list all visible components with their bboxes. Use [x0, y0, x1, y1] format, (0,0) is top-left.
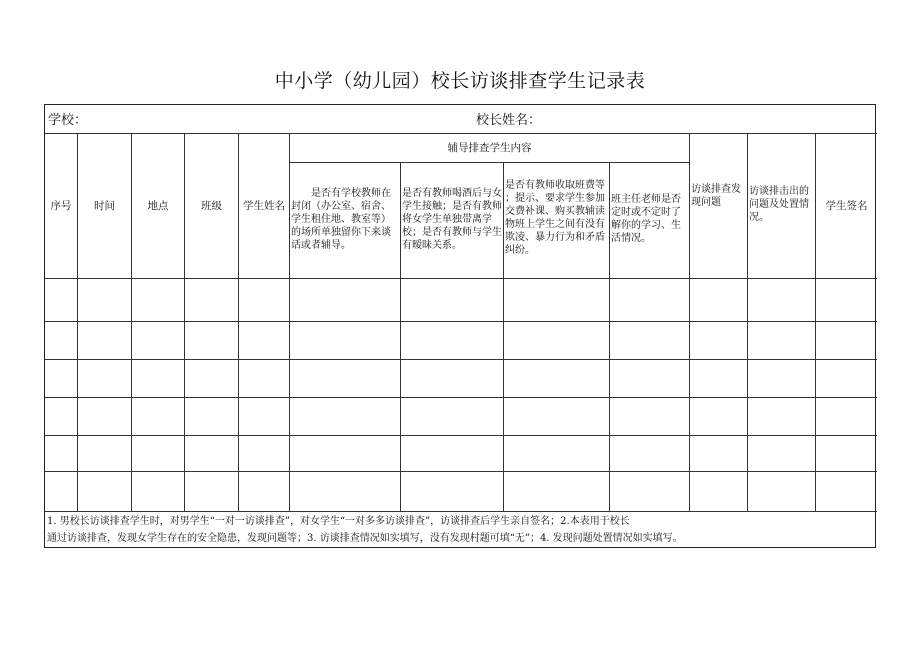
footnote-line-2: 通过访谈排查，发现女学生存在的安全隐患，发现问题等；3. 访谈排查情况如实填写，没有发现村题可填“无”；4. 发现问题处置情况如实填写。	[47, 533, 683, 544]
col-header-q4: 班主任老师是否定时或不定时了解你的学习、生活情况。	[611, 194, 681, 244]
col-header-group: 辅导排查学生内容	[447, 142, 532, 154]
col-header-q2: 是否有教师喝酒后与女学生接触；是否有教师将女学生单独带离学校；是否有教师与学生有暧昧关系。	[402, 188, 502, 251]
col-header-q3: 是否有教师收取班费等 ；提示、要求学生参加交费补课、购买教辅读物班上学生之间有没有欺凌、暴力行为和矛盾纠纷。	[505, 180, 605, 256]
col-line	[184, 133, 185, 511]
col-line	[400, 162, 401, 511]
row-line	[45, 359, 877, 360]
col-header-found: 访谈排查发现问题	[691, 184, 741, 208]
row-line	[45, 471, 877, 472]
record-table	[44, 104, 876, 548]
col-line	[609, 162, 610, 511]
col-line	[77, 133, 78, 511]
page-title: 中小学（幼儿园）校长访谈排查学生记录表	[274, 70, 646, 92]
row-line	[289, 162, 689, 163]
col-header-place: 地点	[147, 200, 169, 212]
row-line	[45, 435, 877, 436]
row-line	[45, 321, 877, 322]
row-line	[45, 133, 877, 134]
col-header-time: 时间	[94, 200, 115, 212]
principal-label: 校长姓名：	[476, 113, 542, 128]
row-line	[45, 397, 877, 398]
col-line	[289, 133, 290, 511]
col-line	[503, 162, 504, 511]
school-label: 学校：	[48, 113, 88, 128]
col-header-student-name: 学生姓名	[243, 200, 285, 212]
col-header-handling: 访谈排击出的问题及处置情况。	[749, 186, 809, 223]
col-header-seq: 序号	[50, 200, 72, 212]
col-header-signature: 学生签名	[825, 200, 868, 212]
col-line	[131, 133, 132, 511]
col-line	[815, 133, 816, 511]
row-line	[45, 278, 877, 279]
col-line	[747, 133, 748, 511]
col-header-q1: 是否有学校教师在封闭（办公室、宿舍、学生租住地、教室等）的场所单独留你下来谈话或者辅导。	[291, 188, 391, 251]
col-line	[238, 133, 239, 511]
footnote-line-1: 1. 男校长访谈排查学生时，对男学生“一对一访谈排查”，对女学生“一对多多访谈排查”，访谈排查后学生亲自签名；2.本表用于校长	[47, 516, 630, 527]
col-header-class: 班级	[201, 200, 222, 212]
col-line	[689, 133, 690, 511]
